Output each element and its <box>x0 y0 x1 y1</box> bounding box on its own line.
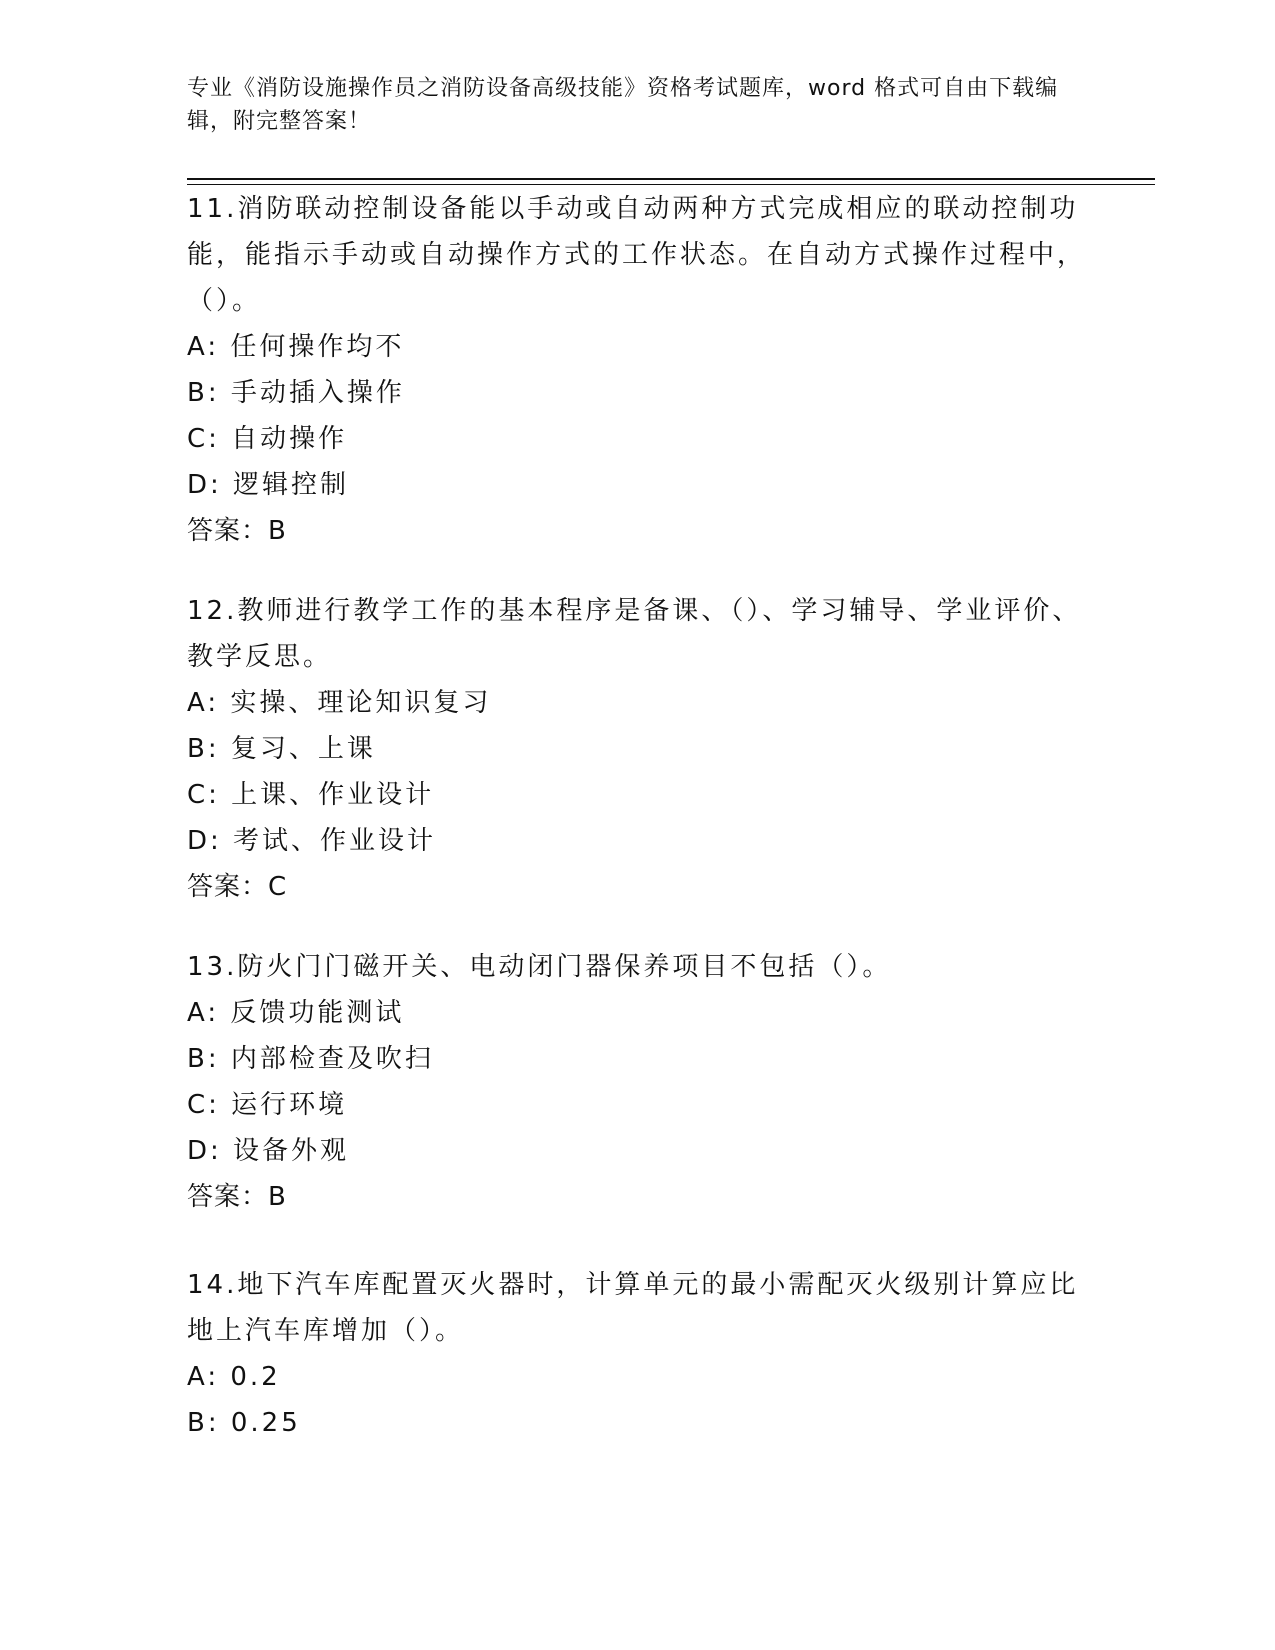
option-c: C: 上课、作业设计 <box>187 780 435 810</box>
answer: 答案：C <box>187 872 288 902</box>
option-b: B: 内部检查及吹扫 <box>187 1044 434 1074</box>
option-b: B: 复习、上课 <box>187 734 376 764</box>
option-a: A: 0.2 <box>187 1362 281 1392</box>
question-14 <box>187 1262 1087 1446</box>
option-a: A: 实操、理论知识复习 <box>187 688 492 718</box>
question-text: 11.消防联动控制设备能以手动或自动两种方式完成相应的联动控制功能，能指示手动或自动操作方式的工作状态。在自动方式操作过程中，（）。 <box>187 194 1087 316</box>
header-divider-thin <box>187 184 1155 185</box>
header-divider-thick <box>187 178 1155 180</box>
option-b: B: 手动插入操作 <box>187 378 405 408</box>
option-c: C: 运行环境 <box>187 1090 348 1120</box>
option-c: C: 自动操作 <box>187 424 348 454</box>
option-d: D: 逻辑控制 <box>187 470 350 500</box>
option-b: B: 0.25 <box>187 1408 301 1438</box>
question-text: 13.防火门门磁开关、电动闭门器保养项目不包括（）。 <box>187 952 892 982</box>
option-a: A: 任何操作均不 <box>187 332 405 362</box>
question-11 <box>187 186 1087 554</box>
question-text: 12.教师进行教学工作的基本程序是备课、（）、学习辅导、学业评价、教学反思。 <box>187 596 1082 672</box>
option-d: D: 设备外观 <box>187 1136 350 1166</box>
answer: 答案：B <box>187 1182 287 1212</box>
option-a: A: 反馈功能测试 <box>187 998 405 1028</box>
question-12 <box>187 588 1087 910</box>
question-text: 14.地下汽车库配置灭火器时，计算单元的最小需配灭火级别计算应比地上汽车库增加（）。 <box>187 1270 1079 1346</box>
question-13 <box>187 944 1087 1220</box>
option-d: D: 考试、作业设计 <box>187 826 437 856</box>
answer: 答案：B <box>187 516 287 546</box>
document-header: 专业《消防设施操作员之消防设备高级技能》资格考试题库，word 格式可自由下载编辑，附完整答案！ <box>187 76 1059 134</box>
